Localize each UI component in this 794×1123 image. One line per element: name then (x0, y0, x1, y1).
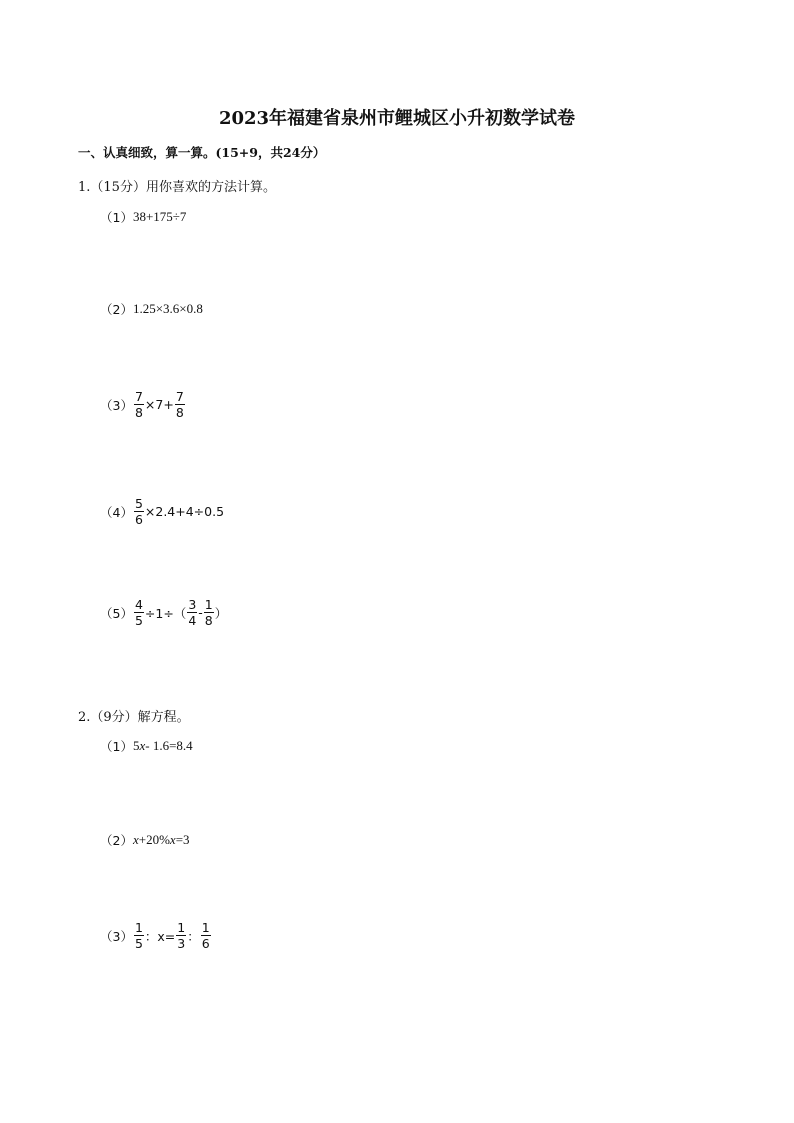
q1-item-4 (100, 496, 224, 527)
expression: 38+175÷7 (132, 209, 187, 224)
fraction (204, 597, 214, 628)
question-2-label: 2.（9分）解方程。 (78, 710, 190, 725)
q2-item-2 (100, 831, 190, 849)
operator: ） (214, 605, 228, 621)
item-number: （5） (100, 605, 133, 621)
fraction (187, 597, 197, 628)
denominator: 8 (204, 613, 213, 628)
fraction (134, 920, 144, 951)
expression-rest: =3 (175, 832, 190, 847)
q1-item-5 (100, 597, 227, 628)
section-heading: 一、认真细致，算一算。(15+9，共24分） (78, 145, 326, 160)
expression-rest: - 1.6=8.4 (145, 738, 193, 753)
q1-item-1 (100, 208, 186, 226)
fraction (134, 389, 144, 420)
numerator: 7 (134, 389, 143, 404)
variable: x (139, 738, 146, 753)
expression: 1.25×3.6×0.8 (132, 301, 203, 316)
numerator: 5 (134, 496, 143, 511)
fraction (134, 496, 144, 527)
denominator: 5 (134, 613, 143, 628)
numerator: 4 (134, 597, 143, 612)
item-number: （2） (100, 833, 133, 848)
numerator: 1 (134, 920, 143, 935)
numerator: 3 (188, 597, 197, 612)
item-number: （3） (100, 397, 133, 413)
fraction (201, 920, 211, 951)
variable: x (169, 832, 176, 847)
operator: ×2.4+4÷0.5 (144, 504, 225, 519)
expression-part: +20% (138, 832, 170, 847)
q2-item-3 (100, 920, 212, 951)
operator: - (198, 605, 203, 620)
page-title: 2023年福建省泉州市鲤城区小升初数学试卷 (218, 108, 576, 129)
fraction (134, 597, 144, 628)
fraction (176, 920, 186, 951)
item-number: （2） (100, 302, 133, 317)
numerator: 1 (204, 597, 213, 612)
q1-item-2 (100, 300, 203, 318)
q2-item-1 (100, 737, 193, 755)
item-number: （1） (100, 739, 133, 754)
denominator: 3 (177, 936, 186, 951)
variable: x (132, 832, 139, 847)
numerator: 1 (201, 920, 210, 935)
coefficient: 5 (132, 738, 140, 753)
denominator: 4 (188, 613, 197, 628)
denominator: 8 (175, 405, 184, 420)
item-number: （1） (100, 210, 133, 225)
operator: ：x= (144, 928, 176, 944)
q1-item-3 (100, 389, 186, 420)
denominator: 5 (134, 936, 143, 951)
item-number: （4） (100, 504, 133, 520)
item-number: （3） (100, 928, 133, 944)
denominator: 6 (201, 936, 210, 951)
operator: ×7+ (144, 397, 174, 412)
denominator: 8 (134, 405, 143, 420)
operator: ÷1÷（ (144, 605, 187, 621)
denominator: 6 (134, 512, 143, 527)
fraction (175, 389, 185, 420)
operator: ： (187, 928, 200, 944)
numerator: 7 (175, 389, 184, 404)
question-1-label: 1.（15分）用你喜欢的方法计算。 (78, 180, 276, 195)
numerator: 1 (177, 920, 186, 935)
